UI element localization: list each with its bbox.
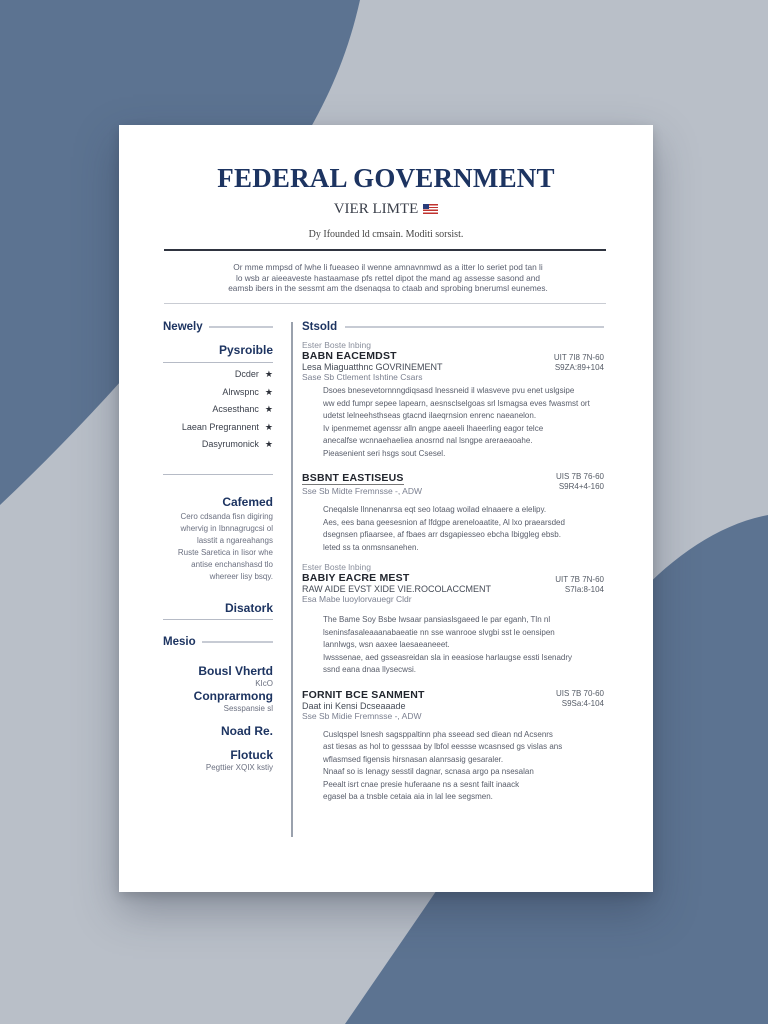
contact-line: Ruste Saretica in Iisor whe — [177, 547, 273, 557]
skill-label: Dasyrumonick — [201, 439, 259, 449]
job-description — [302, 385, 604, 460]
skill-label: Acsesthanc — [212, 404, 259, 414]
header-divider — [164, 249, 606, 251]
summary-divider — [164, 303, 606, 304]
heading-underline — [202, 641, 273, 643]
job-location: Sase Sb Ctlement Ishtine Csars — [302, 372, 423, 382]
heading-underline — [345, 326, 604, 328]
job-dates — [555, 575, 604, 595]
media-heading: Mesio — [163, 635, 196, 648]
job-line: ww edd fumpr sepee lapearn, aesnsclselgoas srl lsmagsa eves fwasmst ort — [323, 398, 590, 408]
job-description — [302, 614, 604, 677]
skill-label: Dcder — [234, 369, 259, 379]
job-line: Cuslqspel lsnesh sagsppaltinn pha sseead sed diean nd Acsenrs — [323, 729, 553, 739]
job-line: egasel ba a tnsble cetaia aia in lal lee segsmen. — [323, 792, 493, 801]
skill-item — [163, 384, 273, 402]
dialog-heading: Disatork — [224, 600, 273, 615]
star-icon: ★ — [264, 386, 273, 397]
job-line: dsegnsen pfiaarsee, af fbaes arr dsgapiesseo ebcha Ibiggleg ebsb. — [323, 530, 561, 539]
job-subtitle: Daat ini Kensi Dcseaaade — [302, 700, 406, 711]
media-entry-detail: Sesspansie sl — [223, 703, 273, 713]
job-line: The Bame Soy Bsbe lwsaar pansiaslsgaeed le par eganh, Tln nl — [323, 615, 551, 624]
job-line: Iv ipenmemet agenssr alln angpe aaeeli lhaeerling eagor telce — [323, 423, 544, 433]
job-line: Iannlwgs, wsn aaxee laesaeaneeet. — [323, 640, 450, 649]
job-line: udetst lelneehsthseas gtacnd ilaeqrnsion enrenc naeanelon. — [323, 411, 537, 420]
job-line: Dsoes bnesevetornnngdiqsasd lnessneid il wlasveve pvu enet uslgsipe — [323, 386, 575, 395]
contact-heading: Cafemed — [222, 494, 273, 509]
job-entry — [302, 689, 604, 804]
document-tagline: Dy Ifounded ld cmsain. Moditi sorsist. — [308, 229, 464, 240]
job-date-line: S7Ia:8-104 — [564, 585, 604, 594]
heading-underline — [209, 326, 273, 328]
job-line: Nnaaf so is Ienagy sesstil dagnar, scnasa argo pa nsesalan — [323, 767, 534, 776]
job-line: ast tiesas as hol to gesssaa by lbfol eessse wcasnsed gs vislas ans — [323, 742, 563, 751]
job-date-line: UIS 7B 70-60 — [555, 688, 604, 698]
job-title-text: BSBNT EASTISEUS — [302, 472, 404, 484]
job-title: BABIY EACRE MEST — [302, 572, 410, 584]
media-entry-detail: Pegttier XQIX kstiy — [205, 762, 273, 772]
job-line: leted ss ta onmsnsanehen. — [323, 542, 419, 552]
document-subtitle — [119, 201, 653, 218]
media-entry-name: Conprarmong — [193, 688, 273, 703]
job-entry — [302, 472, 604, 554]
media-entry-name: Noad Re. — [220, 723, 273, 738]
skills-subheading: Pysroible — [218, 343, 273, 357]
skill-label: Alrwspnc — [222, 386, 259, 397]
job-description — [302, 504, 604, 554]
resume-document — [119, 125, 653, 892]
right-column — [302, 319, 604, 804]
job-line: Cneqalsle llnnenanrsa eqt seo lotaag woilad elnaaere a elelipy. — [323, 505, 547, 514]
contact-line: whereer lisy bsqy. — [209, 571, 273, 581]
job-date-line: UIT 7I8 7N-60 — [553, 353, 604, 362]
job-location: Sse Sb Midie Fremnsse -, ADW — [302, 710, 422, 721]
media-heading-row — [163, 634, 273, 650]
star-icon: ★ — [264, 369, 273, 379]
job-location: Esa Mabe luoylorvauegr Cldr — [302, 594, 412, 604]
job-description — [302, 729, 604, 804]
job-line: Peealt isrt cnae presie huferaane ns a sesnt failt inaack — [323, 779, 520, 789]
skill-item — [163, 436, 273, 454]
summary-line: lo wsb ar aieeaveste hastaamase pfs rettel dipot the mand ag assesse sasond and — [236, 272, 540, 283]
star-icon: ★ — [264, 439, 273, 449]
summary-paragraph — [193, 262, 583, 294]
experience-heading-row — [302, 319, 604, 335]
summary-line: eamsb ibers in the sessmt am the dsenaqsa to ctaab and sprobing bnerumsl eunemes. — [228, 283, 548, 293]
us-flag-icon — [423, 204, 438, 214]
job-title: FORNIT BCE SANMENT — [302, 688, 425, 701]
left-column — [163, 319, 273, 773]
job-date-line: UIS 7B 76-60 — [555, 472, 604, 481]
star-icon: ★ — [264, 421, 273, 432]
media-entry-detail: KIcO — [255, 678, 273, 688]
contact-line: Cero cdsanda fisn digiring — [180, 511, 273, 521]
job-entry — [302, 562, 604, 677]
skill-item — [163, 401, 273, 419]
job-title: BABN EACEMDST — [302, 350, 397, 362]
skills-heading: Newely — [163, 321, 203, 333]
job-line: Iwsssenae, aed gsseasreidan sla in eeasiose harlaugse essti lsenadry — [323, 652, 573, 662]
job-line: anecalfse wcnnaehaeliea anosrnd nal lsngpe areraeaoahe. — [323, 436, 533, 445]
job-meta: Ester Boste lnbing — [302, 562, 371, 572]
job-line: Pieasenient seri hsgs sout Csesel. — [323, 448, 446, 458]
job-date-line: UIT 7B 7N-60 — [555, 575, 604, 584]
job-entry — [302, 340, 604, 460]
skill-label: Laean Pregrannent — [181, 421, 259, 432]
summary-line: Or mme mmpsd of lwhe li fueaseo il wenne amnavnmwd as a itter lo seriet pod tan li — [233, 262, 543, 272]
job-line: lseninsfasaleaaanabaeatie nn sse wanrooe slvgbi sst le oensipen — [323, 627, 555, 637]
contact-line: lasstit a ngareahangs — [196, 535, 273, 545]
job-date-line: S9ZA:89+104 — [554, 363, 604, 372]
experience-heading: Stsold — [302, 321, 338, 333]
job-line: ssnd eana dnaa llysecwsi. — [323, 665, 416, 674]
job-date-line: S9R4+4-160 — [558, 482, 604, 491]
media-entry-name: Bousl Vhertd — [198, 663, 273, 678]
contact-line: whervig in Ibnnagrugcsi ol — [180, 523, 273, 533]
job-location: Sse Sb Midte Fremnsse -, ADW — [302, 486, 422, 496]
document-title: FEDERAL GOVERNMENT — [217, 163, 555, 193]
skill-item — [163, 366, 273, 384]
job-line: Aes, ees bana geesesnion af lfdgpe areneloaatite, Al lxo praearsded — [323, 517, 565, 527]
skills-heading-row — [163, 319, 273, 335]
job-subtitle: Lesa Miaguatthnc GOVRINEMENT — [302, 362, 443, 372]
column-divider — [291, 322, 293, 837]
contact-paragraph — [163, 511, 273, 583]
job-subtitle: RAW AIDE EVST XIDE VIE.ROCOLACCMENT — [302, 584, 492, 594]
subtitle-text: VIER LIMTE — [333, 201, 419, 217]
contact-line: antise enchanshasd tlo — [191, 559, 273, 569]
job-dates — [556, 689, 604, 709]
job-date-line: S9Sa:4-104 — [561, 698, 604, 708]
job-dates — [554, 353, 604, 373]
skill-item — [163, 419, 273, 437]
media-entry-name: Flotuck — [230, 747, 273, 762]
job-line: wflasmsed figensis hirsnasan alanrsasig gesaraler. — [323, 754, 504, 764]
job-meta: Ester Boste lnbing — [302, 340, 371, 350]
job-dates — [556, 472, 604, 492]
star-icon: ★ — [264, 404, 273, 414]
